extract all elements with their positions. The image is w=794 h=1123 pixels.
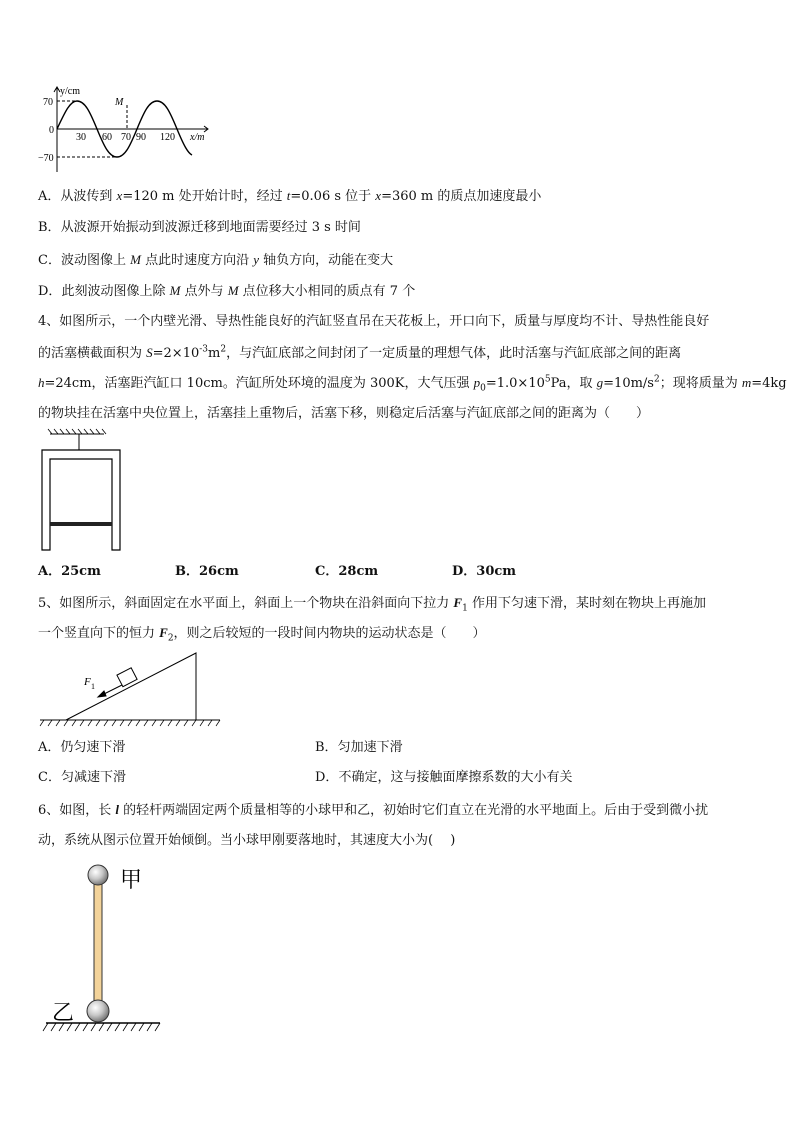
block: [117, 668, 137, 687]
y-axis-label: y/cm: [60, 86, 80, 97]
q6-line-2: 动，系统从图示位置开始倾倒。当小球甲刚要落地时，其速度大小为( ): [38, 833, 456, 848]
q5-option-a: A．仍匀速下滑: [38, 740, 126, 755]
wave-graph: [30, 82, 220, 172]
ball-bottom: [87, 1000, 109, 1022]
x-tick-30: 30: [76, 132, 86, 143]
label-bottom-ball: 乙: [52, 1000, 75, 1025]
force-subscript: 1: [91, 682, 95, 691]
incline-figure: [38, 648, 223, 728]
option-label: C．: [38, 253, 61, 268]
x-tick-120: 120: [160, 132, 175, 143]
x-tick-90: 90: [136, 132, 146, 143]
q4-option-a: A．25cm: [38, 564, 101, 579]
option-label: B．: [38, 220, 61, 235]
q3-option-b: B．从波源开始振动到波源迁移到地面需要经过 3 s 时间: [38, 220, 361, 235]
cylinder-wall: [42, 450, 120, 550]
q4-option-b: B．26cm: [175, 564, 239, 579]
y-tick-70: 70: [43, 97, 53, 108]
option-label: A．: [38, 189, 61, 204]
x-axis-label: x/m: [190, 132, 205, 143]
q4-line-1: 4、如图所示，一个内壁光滑、导热性能良好的汽缸竖直吊在天花板上，开口向下，质量与厚度均不计、导热性能良好: [38, 314, 710, 329]
x-tick-70: 70: [121, 132, 131, 143]
q4-line-3: h=24cm，活塞距汽缸口 10cm。汽缸所处环境的温度为 300K，大气压强 $p_0=1.0\times 10^5Pa$，取 $g=10m/s^2$；现将质量为 m=4kg: [38, 374, 787, 394]
q5-option-b: B．匀加速下滑: [315, 740, 403, 755]
ball-top: [88, 865, 108, 885]
q3-option-a: A．从波传到 x=120 m 处开始计时，经过 t=0.06 s 位于 x=360 m 的质点加速度最小: [38, 188, 542, 204]
ground-hatch: [40, 720, 220, 726]
y-tick-0: 0: [49, 125, 54, 136]
q4-option-d: D．30cm: [452, 564, 517, 579]
force-label: F: [84, 676, 91, 688]
x-tick-60: 60: [102, 132, 112, 143]
force-arrowhead: [98, 691, 106, 697]
q6-line-1: 6、如图，长 l 的轻杆两端固定两个质量相等的小球甲和乙，初始时它们直立在光滑的水平地面上。后由于受到微小扰: [38, 802, 709, 818]
q4-line-4: 的物块挂在活塞中央位置上，活塞挂上重物后，活塞下移，则稳定后活塞与汽缸底部之间的距离为（ ）: [38, 406, 650, 421]
rod: [94, 884, 102, 1002]
label-top-ball: 甲: [120, 867, 143, 892]
q5-option-c: C．匀减速下滑: [38, 770, 126, 785]
cylinder-figure: [38, 428, 128, 554]
q4-line-2: 的活塞横截面积为 $S=2\times 10^{-3}m^2$，与汽缸底部之间封闭了一定质量的理想气体，此时活塞与汽缸底部之间的距离: [38, 344, 682, 361]
q3-option-c: C．波动图像上 M 点此时速度方向沿 y 轴负方向，动能在变大: [38, 252, 394, 268]
q4-option-c: C．28cm: [315, 564, 379, 579]
q5-line-2: 一个竖直向下的恒力 $F_2$，则之后较短的一段时间内物块的运动状态是（ ）: [38, 625, 486, 644]
rod-figure: [38, 858, 168, 1038]
y-tick-neg70: −70: [38, 153, 54, 164]
point-m-label: M: [115, 97, 124, 108]
q5-option-d: D．不确定，这与接触面摩擦系数的大小有关: [315, 770, 573, 785]
piston: [50, 522, 112, 526]
option-label: D．: [38, 284, 62, 299]
ceiling-hatch: [48, 429, 106, 434]
q5-line-1: 5、如图所示，斜面固定在水平面上，斜面上一个物块在沿斜面向下拉力 $F_1$ 作用下匀速下滑，某时刻在物块上再施加: [38, 595, 706, 614]
q3-option-d: D．此刻波动图像上除 M 点外与 M 点位移大小相同的质点有 7 个: [38, 283, 416, 299]
